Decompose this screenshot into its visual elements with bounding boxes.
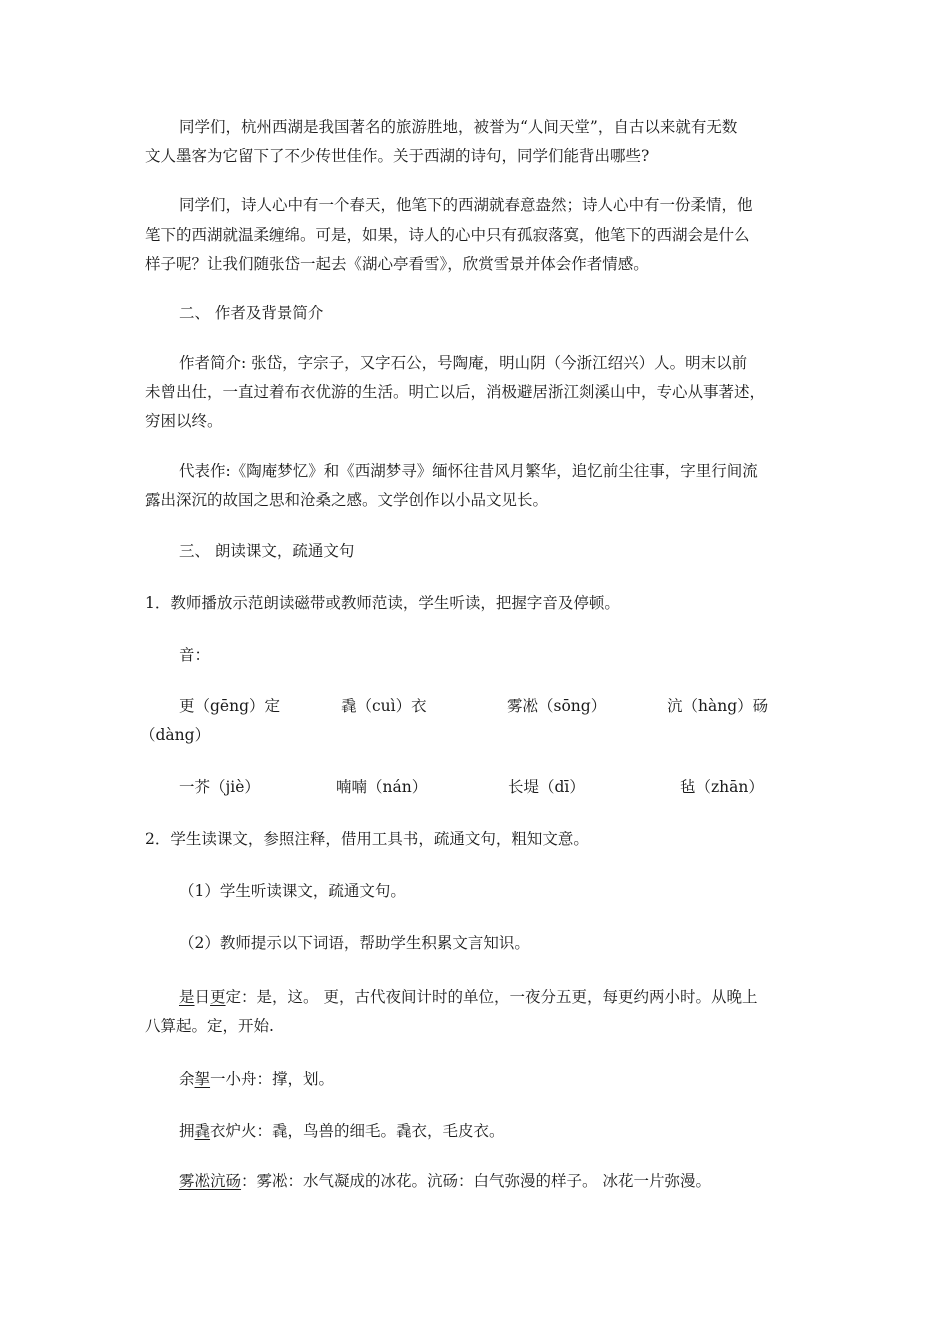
text-span: 日 [194, 988, 211, 1006]
pronunciation-item-wrap: （dàng） [140, 726, 211, 744]
text-line: 笔下的西湖就温柔缠绵。可是，如果，诗人的心中只有孤寂落寞，他笔下的西湖会是什么 [145, 226, 750, 244]
glossary-definition: ：雾凇：水气凝成的冰花。沆砀：白气弥漫的样子。 冰花一片弥漫。 [241, 1172, 711, 1190]
text-line: 穷困以终。 [145, 412, 223, 430]
step-1: 1．教师播放示范朗读磁带或教师范读，学生听读，把握字音及停顿。 [145, 594, 620, 612]
section-heading-author: 二、 作者及背景简介 [179, 304, 324, 322]
text-line: 露出深沉的故国之思和沧桑之感。文学创作以小品文见长。 [145, 491, 549, 509]
pronunciation-item: 长堤（dī） [508, 778, 585, 796]
pronunciation-item: 一芥（jiè） [179, 778, 260, 796]
text-line: 同学们，杭州西湖是我国著名的旅游胜地，被誉为“人间天堂”，自古以来就有无数 [179, 118, 738, 136]
text-line: 代表作:《陶庵梦忆》和《西湖梦寻》缅怀往昔风月繁华，追忆前尘往事，字里行间流 [179, 462, 758, 480]
text-line [179, 987, 757, 1007]
pronunciation-item: 雾凇（sōng） [507, 697, 607, 715]
pronunciation-item: 喃喃（nán） [336, 778, 428, 796]
glossary-item-4 [179, 1171, 711, 1191]
text-line: 八算起。定，开始. [145, 1017, 274, 1035]
text-line: 同学们，诗人心中有一个春天，他笔下的西湖就春意盎然；诗人心中有一份柔情，他 [179, 196, 753, 214]
text-span: 拥 [179, 1122, 195, 1140]
pronunciation-item: 更（gēng）定 [179, 697, 281, 715]
glossary-definition: 衣炉火：毳，鸟兽的细毛。毳衣，毛皮衣。 [210, 1122, 505, 1140]
text-line: 样子呢？让我们随张岱一起去《湖心亭看雪》，欣赏雪景并体会作者情感。 [145, 255, 649, 273]
text-line: 作者简介: 张岱，字宗子，又字石公，号陶庵，明山阴（今浙江绍兴）人。明末以前 [179, 354, 748, 372]
glossary-term: 毳 [194, 1122, 211, 1140]
glossary-definition: 一小舟：撑，划。 [210, 1070, 335, 1088]
section-heading-reading: 三、 朗读课文，疏通文句 [179, 542, 355, 560]
text-line: 文人墨客为它留下了不少传世佳作。关于西湖的诗句，同学们能背出哪些? [145, 147, 650, 165]
text-span: 余 [179, 1070, 195, 1088]
glossary-definition: 定：是，这。 更，古代夜间计时的单位，一夜分五更，每更约两小时。从晚上 [225, 988, 758, 1006]
glossary-term: 雾凇沆砀 [179, 1172, 242, 1190]
glossary-term: 挐 [194, 1070, 211, 1088]
glossary-item-2 [179, 1069, 334, 1089]
glossary-item-3 [179, 1121, 505, 1141]
text-line: 未曾出仕，一直过着布衣优游的生活。明亡以后，消极避居浙江剡溪山中，专心从事著述， [145, 383, 766, 401]
glossary-term: 是 [179, 988, 195, 1006]
substep-1: （1）学生听读课文，疏通文句。 [179, 882, 406, 900]
pronunciation-item: 毳（cuì）衣 [341, 697, 427, 715]
pronunciation-item: 沆（hàng）砀 [667, 697, 769, 715]
substep-2: （2）教师提示以下词语，帮助学生积累文言知识。 [179, 934, 530, 952]
pronunciation-item: 毡（zhān） [680, 778, 764, 796]
pronunciation-label: 音： [179, 646, 211, 664]
glossary-term: 更 [210, 988, 226, 1006]
step-2: 2．学生读课文，参照注释，借用工具书，疏通文句，粗知文意。 [145, 830, 589, 848]
